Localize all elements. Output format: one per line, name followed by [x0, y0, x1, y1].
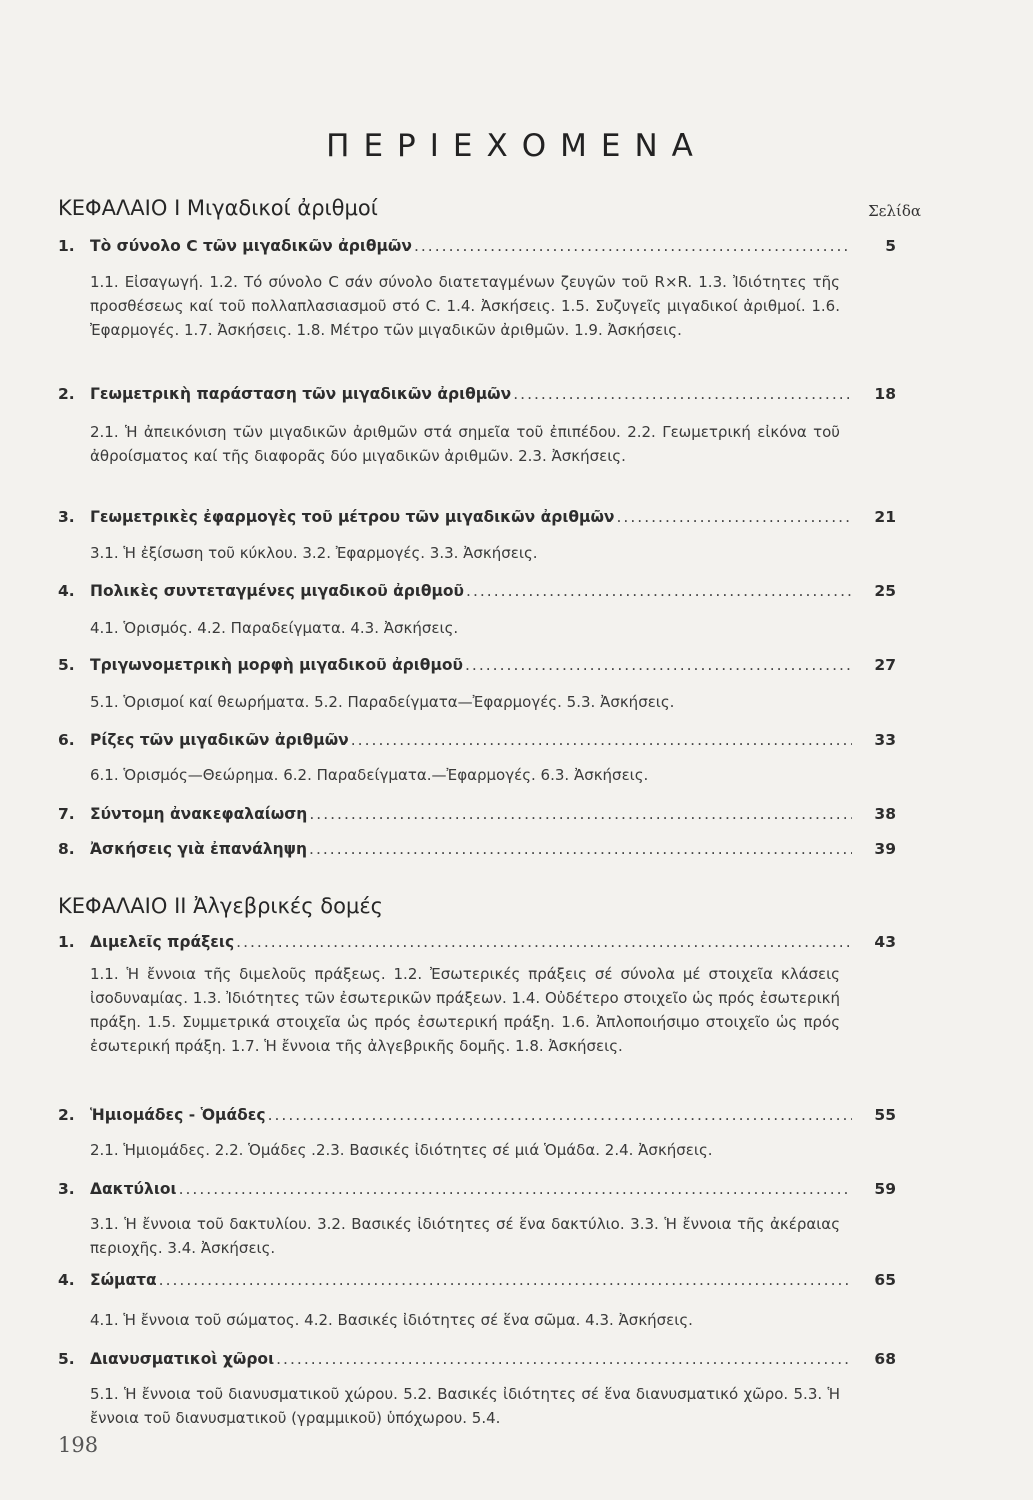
section-desc: 4.1. Ὁρισμός. 4.2. Παραδείγματα. 4.3. Ἀσκήσεις.: [90, 619, 459, 637]
toc-section-1-8[interactable]: 8. Ἀσκήσεις γιὰ ἐπανάληψη ..... 39: [58, 840, 896, 862]
leader-dots: [309, 840, 852, 858]
section-desc: 1.1. Εἰσαγωγή. 1.2. Τό σύνολο C σάν σύνολο διατεταγμένων ζευγῶν τοῦ R×R. 1.3. Ἰδιότητες τῆς προσθέσεως καί τοῦ πολλαπλασιασμοῦ στό C. 1.4. Ἀσκήσεις. 1.5. Συζυγεῖς μιγαδικοί ἀριθμοί. 1.6. Ἐφαρμογές. 1.7. Ἀσκήσεις. 1.8. Μέτρο τῶν μιγαδικῶν ἀριθμῶν. 1.9. Ἀσκήσεις.: [90, 273, 840, 339]
leader-dots: [465, 656, 852, 674]
page-column-label: Σελίδα: [868, 202, 921, 220]
leader-dots: [414, 237, 852, 255]
leader-dots: [268, 1106, 852, 1124]
section-desc: 1.1. Ἡ ἔννοια τῆς διμελοῦς πράξεως. 1.2. Ἐσωτερικές πράξεις σέ σύνολα μέ στοιχεῖα κλάσεις ἰσοδυναμίας. 1.3. Ἰδιότητες τῶν ἐσωτερικῶν πράξεων. 1.4. Οὐδέτερο στοιχεῖο ὡς πρός ἐσωτερική πράξη. 1.5. Συμμετρικά στοιχεῖα ὡς πρός ἐσωτερική πράξη. 1.6. Ἀπλοποιήσιμο στοιχεῖο ὡς πρός ἐσωτερική πράξη. 1.7. Ἡ ἔννοια τῆς ἀλγεβρικῆς δομῆς. 1.8. Ἀσκήσεις.: [90, 965, 840, 1055]
page-ref: 18: [874, 385, 896, 403]
section-desc: 2.1. Ἡ ἀπεικόνιση τῶν μιγαδικῶν ἀριθμῶν στά σημεῖα τοῦ ἐπιπέδου. 2.2. Γεωμετρική εἰκόνα τοῦ ἀθροίσματος καί τῆς διαφορᾶς δύο μιγαδικῶν ἀριθμῶν. 2.3. Ἀσκήσεις.: [90, 423, 840, 465]
leader-dots: [309, 805, 852, 823]
chapter-heading-1: ΚΕΦΑΛΑΙΟ I Μιγαδικοί ἀριθμοί: [58, 196, 378, 220]
chapter-heading-2: ΚΕΦΑΛΑΙΟ II Ἀλγεβρικές δομές: [58, 894, 383, 918]
toc-section-1-7[interactable]: 7. Σύντομη ἀνακεφαλαίωση ..... 38: [58, 805, 896, 827]
leader-dots: [159, 1271, 852, 1289]
leader-dots: [276, 1350, 852, 1368]
page-ref: 33: [874, 731, 896, 749]
leader-dots: [616, 508, 852, 526]
page-ref: 68: [874, 1350, 896, 1368]
page-ref: 39: [874, 840, 896, 858]
toc-section-2-2[interactable]: 2. Ἡμιομάδες - Ὁμάδες ..... 55: [58, 1106, 896, 1128]
toc-section-1-1[interactable]: 1. Τὸ σύνολο C τῶν μιγαδικῶν ἀριθμῶν ..... 5: [58, 237, 896, 259]
page-ref: 43: [874, 933, 896, 951]
toc-section-2-3[interactable]: 3. Δακτύλιοι ..... 59: [58, 1180, 896, 1202]
page-ref: 59: [874, 1180, 896, 1198]
section-desc: 3.1. Ἡ ἐξίσωση τοῦ κύκλου. 3.2. Ἐφαρμογές. 3.3. Ἀσκήσεις.: [90, 544, 538, 562]
toc-section-1-3[interactable]: 3. Γεωμετρικὲς ἐφαρμογὲς τοῦ μέτρου τῶν μιγαδικῶν ἀριθμῶν ..... 21: [58, 508, 896, 530]
leader-dots: [236, 933, 852, 951]
toc-section-1-2[interactable]: 2. Γεωμετρικὴ παράσταση τῶν μιγαδικῶν ἀριθμῶν ..... 18: [58, 385, 896, 407]
toc-section-1-6[interactable]: 6. Ρίζες τῶν μιγαδικῶν ἀριθμῶν ..... 33: [58, 731, 896, 753]
leader-dots: [513, 385, 852, 403]
page-ref: 25: [874, 582, 896, 600]
section-desc: 5.1. Ὁρισμοί καί θεωρήματα. 5.2. Παραδείγματα—Ἐφαρμογές. 5.3. Ἀσκήσεις.: [90, 693, 675, 711]
section-desc: 5.1. Ἡ ἔννοια τοῦ διανυσματικοῦ χώρου. 5.2. Βασικές ἰδιότητες σέ ἕνα διανυσματικό χῶρο. 5.3. Ἡ ἔννοια τοῦ διανυσματικοῦ (γραμμικοῦ) ὑπόχωρου. 5.4.: [90, 1385, 840, 1427]
section-desc: 3.1. Ἡ ἔννοια τοῦ δακτυλίου. 3.2. Βασικές ἰδιότητες σέ ἕνα δακτύλιο. 3.3. Ἡ ἔννοια τῆς ἀκέραιας περιοχῆς. 3.4. Ἀσκήσεις.: [90, 1215, 840, 1257]
leader-dots: [351, 731, 852, 749]
toc-section-1-5[interactable]: 5. Τριγωνομετρικὴ μορφὴ μιγαδικοῦ ἀριθμοῦ ..... 27: [58, 656, 896, 678]
page-title: ΠΕΡΙΕΧΟΜΕΝΑ: [326, 128, 707, 164]
leader-dots: [179, 1180, 852, 1198]
section-desc: 4.1. Ἡ ἔννοια τοῦ σώματος. 4.2. Βασικές ἰδιότητες σέ ἕνα σῶμα. 4.3. Ἀσκήσεις.: [90, 1311, 693, 1329]
page-ref: 21: [874, 508, 896, 526]
page-number: 198: [58, 1433, 99, 1457]
leader-dots: [466, 582, 852, 600]
page-ref: 55: [874, 1106, 896, 1124]
toc-section-2-4[interactable]: 4. Σώματα ..... 65: [58, 1271, 896, 1293]
toc-section-2-5[interactable]: 5. Διανυσματικοὶ χῶροι ..... 68: [58, 1350, 896, 1372]
section-desc: 6.1. Ὁρισμός—Θεώρημα. 6.2. Παραδείγματα.—Ἐφαρμογές. 6.3. Ἀσκήσεις.: [90, 766, 649, 784]
page-ref: 27: [874, 656, 896, 674]
page-ref: 65: [874, 1271, 896, 1289]
page-ref: 5: [885, 237, 896, 255]
page-ref: 38: [874, 805, 896, 823]
toc-section-1-4[interactable]: 4. Πολικὲς συντεταγμένες μιγαδικοῦ ἀριθμοῦ ..... 25: [58, 582, 896, 604]
section-desc: 2.1. Ἡμιομάδες. 2.2. Ὁμάδες .2.3. Βασικές ἰδιότητες σέ μιά Ὁμάδα. 2.4. Ἀσκήσεις.: [90, 1141, 713, 1159]
toc-section-2-1[interactable]: 1. Διμελεῖς πράξεις ..... 43: [58, 933, 896, 955]
